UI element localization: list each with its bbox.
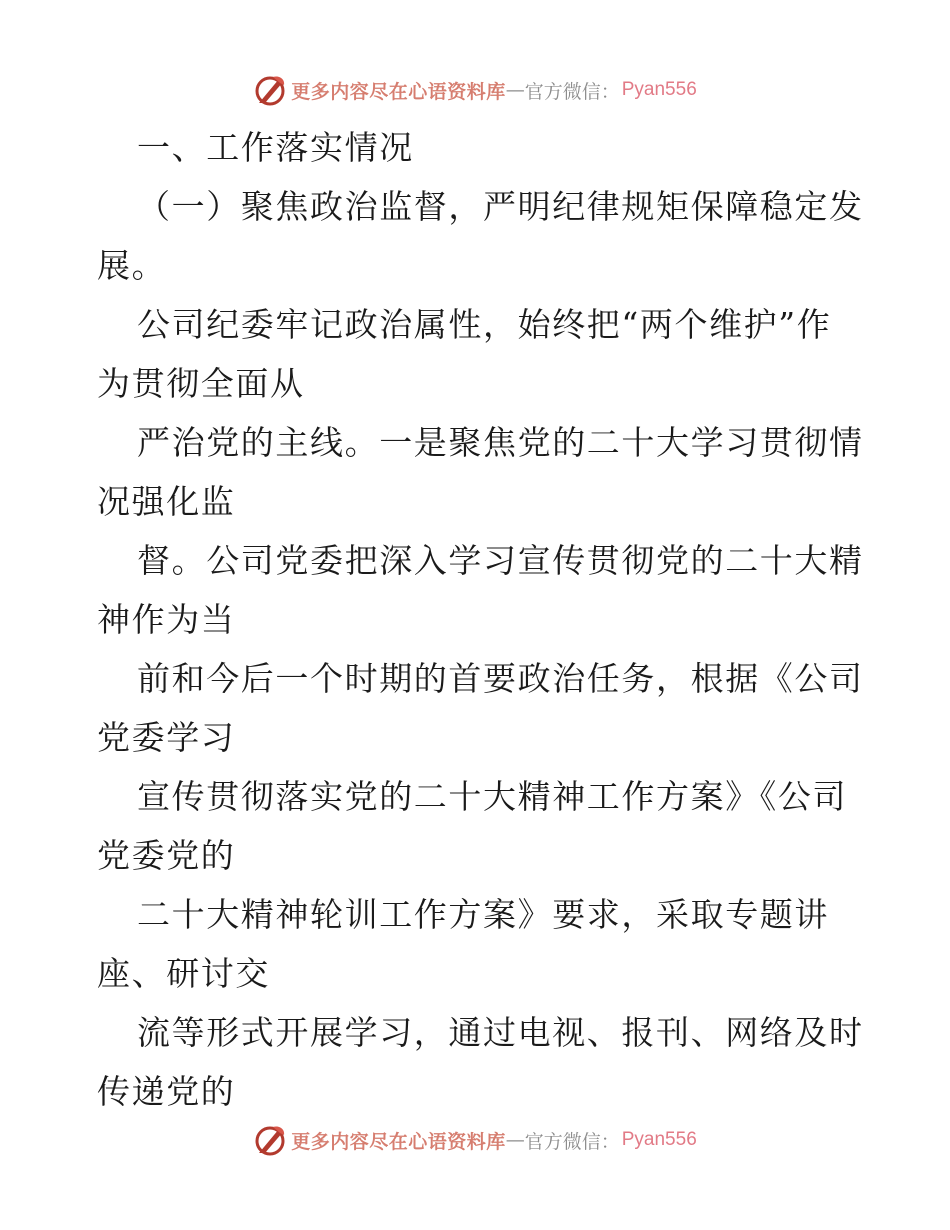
text-line: 前和今后一个时期的首要政治任务，根据《公司 bbox=[137, 659, 864, 698]
document-body bbox=[97, 118, 864, 1121]
quill-pen-logo-icon bbox=[253, 73, 287, 107]
banner-separator: — bbox=[505, 1129, 525, 1151]
section-heading: 一、工作落实情况 bbox=[137, 128, 414, 167]
banner-wechat-label: 官方微信： bbox=[524, 80, 620, 103]
banner-site-name: 更多内容尽在心语资料库 bbox=[291, 80, 506, 103]
text-line: 公司纪委牢记政治属性，始终把“两个维护”作 bbox=[137, 305, 832, 344]
header-watermark-banner bbox=[0, 70, 950, 110]
text-line: 神作为当 bbox=[97, 600, 236, 639]
text-line: 党委党的 bbox=[97, 836, 236, 875]
text-line: 展。 bbox=[97, 246, 167, 285]
footer-watermark-banner bbox=[0, 1120, 950, 1160]
text-line: 况强化监 bbox=[97, 482, 236, 521]
banner-wechat-label: 官方微信： bbox=[524, 1130, 620, 1153]
banner-separator: — bbox=[505, 79, 525, 101]
banner-site-name: 更多内容尽在心语资料库 bbox=[291, 1130, 506, 1153]
quill-pen-logo-icon bbox=[253, 1123, 287, 1157]
text-line: 传递党的 bbox=[97, 1072, 236, 1111]
text-line: 严治党的主线。一是聚焦党的二十大学习贯彻情 bbox=[137, 423, 864, 462]
banner-wechat-id: Pyan556 bbox=[621, 79, 697, 100]
text-line: 流等形式开展学习，通过电视、报刊、网络及时 bbox=[137, 1013, 864, 1052]
text-line: 党委学习 bbox=[97, 718, 236, 757]
banner-wechat-id: Pyan556 bbox=[621, 1129, 697, 1150]
text-line: 宣传贯彻落实党的二十大精神工作方案》《公司 bbox=[137, 777, 848, 816]
text-line: 座、研讨交 bbox=[97, 954, 270, 993]
subsection-heading: （一）聚焦政治监督，严明纪律规矩保障稳定发 bbox=[137, 187, 864, 226]
text-line: 二十大精神轮训工作方案》要求，采取专题讲 bbox=[137, 895, 829, 934]
text-line: 为贯彻全面从 bbox=[97, 364, 305, 403]
text-line: 督。公司党委把深入学习宣传贯彻党的二十大精 bbox=[137, 541, 864, 580]
